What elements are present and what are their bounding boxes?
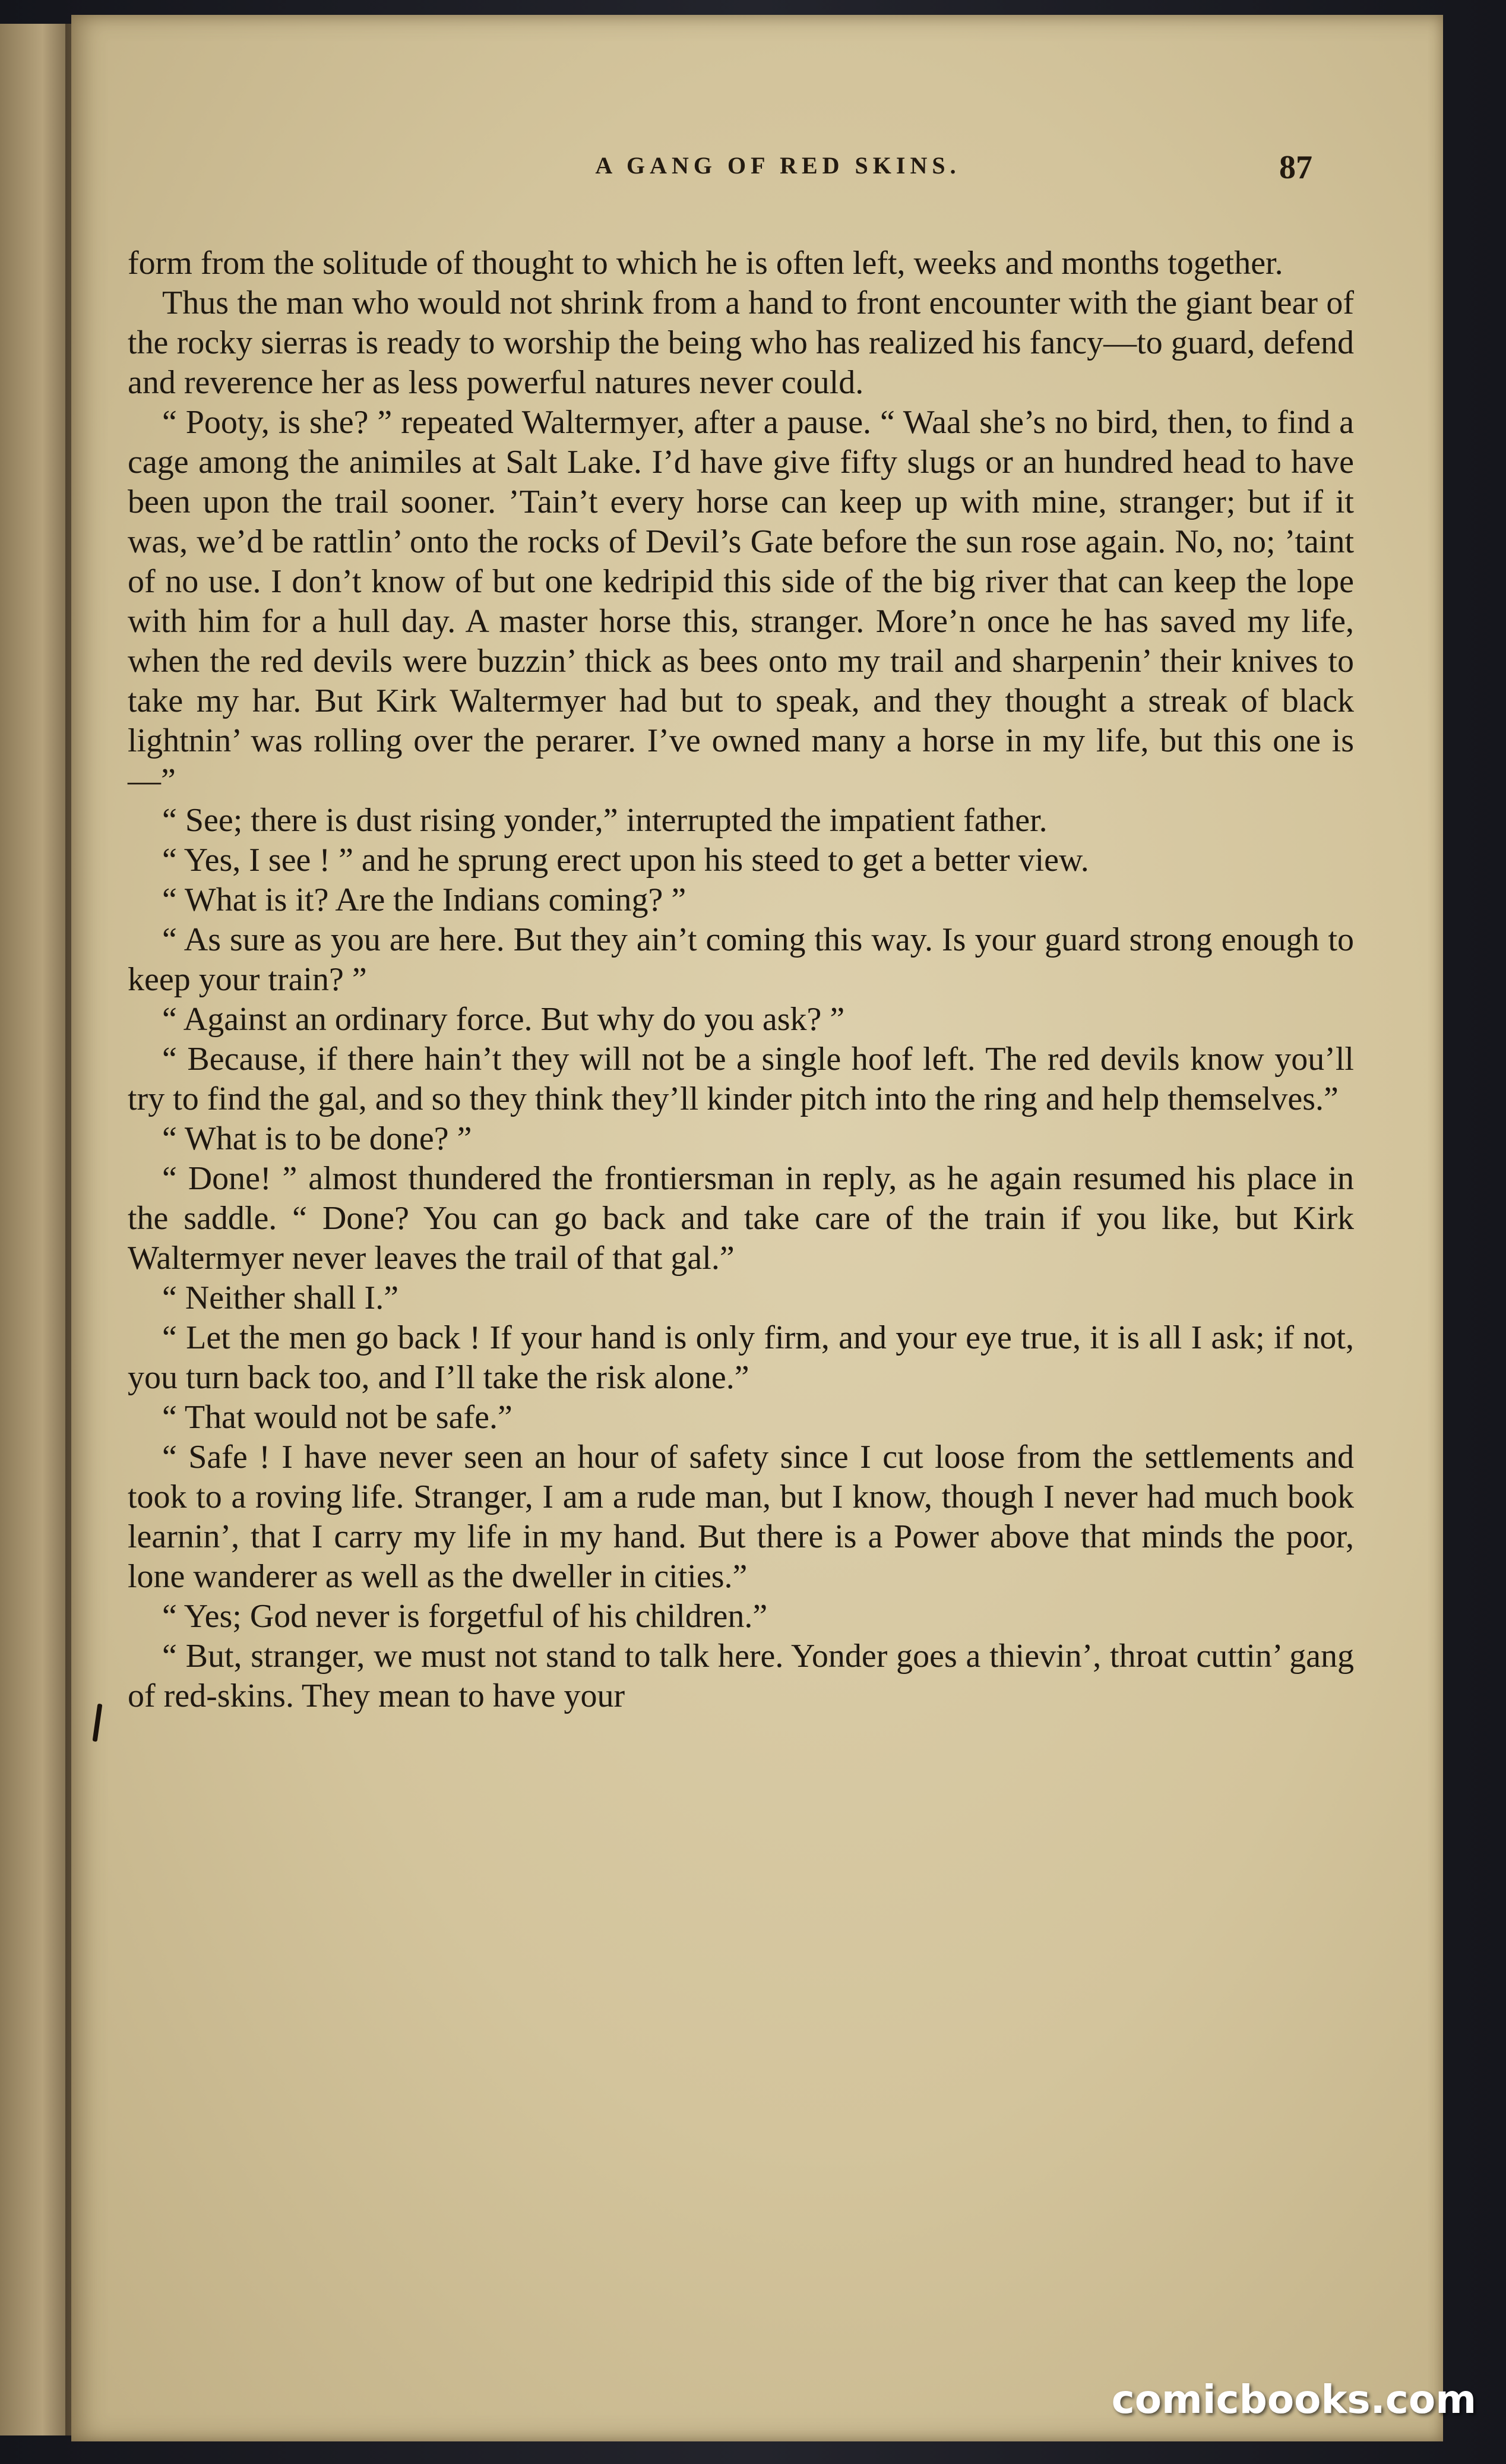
paragraph: “ Yes, I see ! ” and he sprung erect upon his steed to get a better view. [162,842,1089,879]
paragraph: “ Done! ” almost thundered the frontiersman in reply, as he again resumed his place in the saddle. “ Done? You can go back and take care of the train if you like, but Kirk Waltermyer never leaves the trail of that gal.” [128,1160,1354,1277]
paragraph: “ Yes; God never is forgetful of his children.” [162,1598,768,1635]
paragraph: “ Against an ordinary force. But why do you ask? ” [162,1001,845,1038]
paragraph: “ As sure as you are here. But they ain’t coming this way. Is your guard strong enough to keep your train? ” [128,921,1354,998]
paragraph: form from the solitude of thought to which he is often left, weeks and months together. [128,245,1283,282]
paragraph: “ Because, if there hain’t they will not be a single hoof left. The red devils know you’ll try to find the gal, and so they think they’ll kinder pitch into the ring and help themselves.” [128,1041,1354,1117]
watermark-logo: comicbooks.com [1111,2377,1476,2422]
running-head: A GANG OF RED SKINS. [595,152,961,179]
paragraph: “ Safe ! I have never seen an hour of safety since I cut loose from the settlements and took to a roving life. Stranger, I am a rude man, but I know, though I never had much book learnin’, that I carry my life in my hand. But there is a Power above that minds the poor, lone wanderer as well as the dweller in cities.” [128,1439,1354,1595]
paragraph: “ Let the men go back ! If your hand is only firm, and your eye true, it is all I ask; if not, you turn back too, and I’ll take the risk alone.” [128,1319,1354,1396]
paragraph: Thus the man who would not shrink from a hand to front encounter with the giant bear of the rocky sierras is ready to worship the being who has realized his fancy—to guard, defend and reverence her as less powerful natures never could. [128,285,1354,401]
margin-pencil-mark [93,1704,103,1742]
paragraph: “ But, stranger, we must not stand to talk here. Yonder goes a thievin’, throat cuttin’ gang of red-skins. They mean to have your [128,1638,1354,1714]
page-number: 87 [1279,149,1312,186]
paragraph: “ Neither shall I.” [162,1280,399,1316]
paragraph: “ That would not be safe.” [162,1399,512,1436]
paragraph: “ Pooty, is she? ” repeated Waltermyer, after a pause. “ Waal she’s no bird, then, to find a cage among the animiles at Salt Lake. I’d have give fifty slugs or an hundred head to have been upon the trail sooner. ’Tain’t every horse can keep up with mine, stranger; but if it was, we’d be rattlin’ onto the rocks of Devil’s Gate before the sun rose again. No, no; ’taint of no use. I don’t know of but one kedripid this side of the big river that can keep the lope with him for a hull day. A master horse this, stranger. More’n once he has saved my life, when the red devils were buzzin’ thick as bees onto my trail and sharpenin’ their knives to take my har. But Kirk Waltermyer had but to speak, and they thought a streak of black lightnin’ was rolling over the perarer. I’ve owned many a horse in my life, but this one is—” [128,404,1354,799]
paragraph: “ What is to be done? ” [162,1120,472,1157]
paragraph: “ See; there is dust rising yonder,” interrupted the impatient father. [162,802,1048,839]
body-text [128,244,1354,1716]
paragraph: “ What is it? Are the Indians coming? ” [162,882,686,918]
book-page [71,15,1443,2441]
